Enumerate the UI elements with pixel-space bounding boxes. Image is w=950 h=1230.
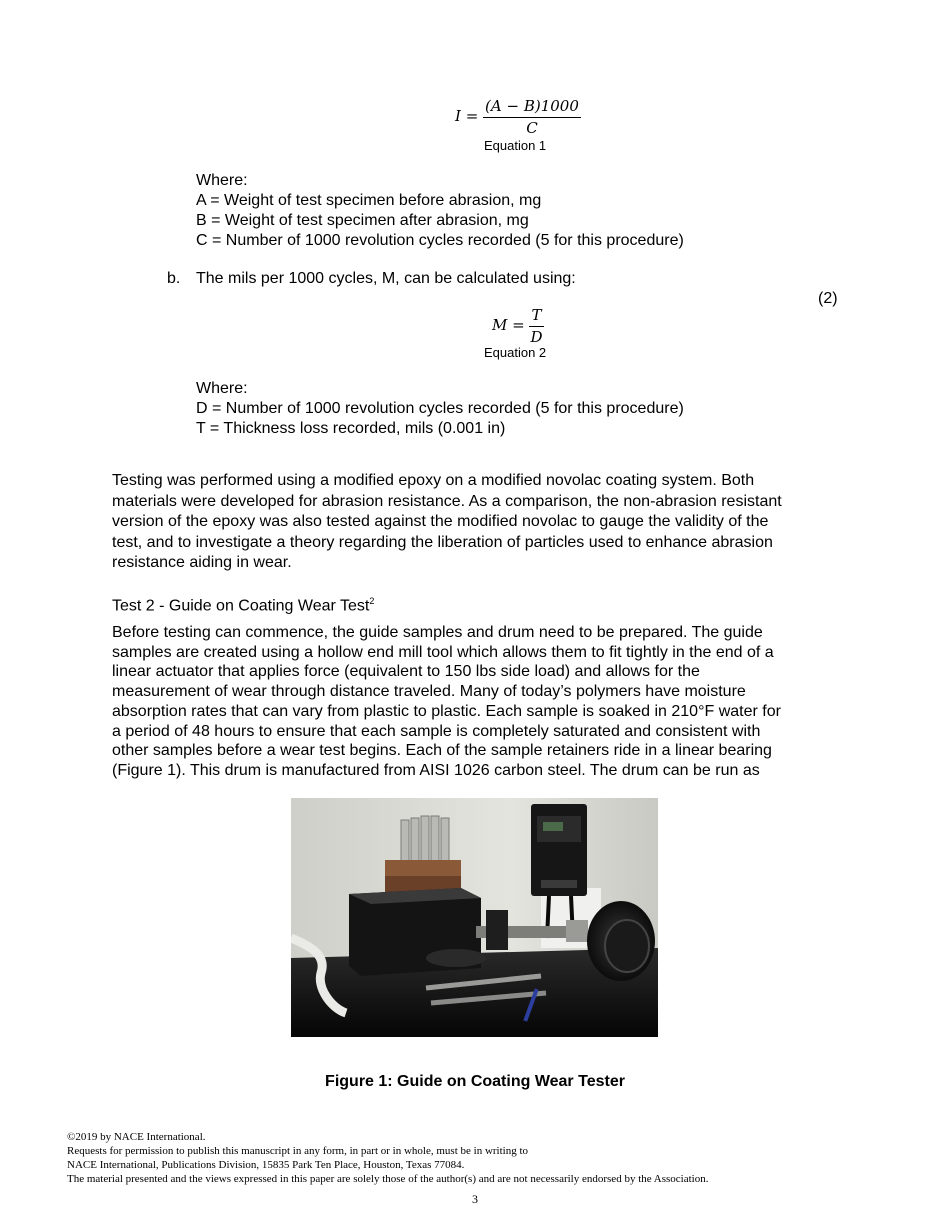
footer-line: NACE International, Publications Division, 15835 Park Ten Place, Houston, Texas 77084. xyxy=(67,1159,465,1171)
paragraph-line: a period of 48 hours to ensure that each sample is completely saturated and consistent with xyxy=(112,722,761,740)
paragraph-line: resistance aiding in wear. xyxy=(112,554,292,571)
paragraph-line: Before testing can commence, the guide samples and drum need to be prepared. The guide xyxy=(112,624,763,641)
equation-1-lhs: I = xyxy=(455,107,479,125)
copyright-footer xyxy=(67,1130,708,1186)
where-line: C = Number of 1000 revolution cycles recorded (5 for this procedure) xyxy=(196,232,684,249)
figure-1-photo xyxy=(291,798,658,1037)
footer-line: The material presented and the views expressed in this paper are solely those of the author(s) and are not necessarily endorsed by the Association. xyxy=(67,1173,709,1185)
paragraph-line: materials were developed for abrasion resistance. As a comparison, the non-abrasion resistant xyxy=(112,492,782,510)
paragraph-line: absorption rates that can vary from plastic to plastic. Each sample is soaked in 210°F water for xyxy=(112,702,781,720)
equation-2-caption: Equation 2 xyxy=(484,345,547,360)
paragraph-guide-samples xyxy=(112,623,842,781)
equation-2-lhs: M = xyxy=(492,316,525,334)
paragraph-line: linear actuator that applies force (equivalent to 150 lbs side load) and allows for the xyxy=(112,663,700,681)
paragraph-line: (Figure 1). This drum is manufactured from AISI 1026 carbon steel. The drum can be run as xyxy=(112,761,760,779)
page-number: 3 xyxy=(472,1192,478,1206)
figure-1-caption: Figure 1: Guide on Coating Wear Tester xyxy=(325,1073,625,1090)
where-heading: Where: xyxy=(196,380,248,397)
equation-1-numerator: (A − B)1000 xyxy=(483,97,581,118)
equation-2 xyxy=(492,306,544,346)
paragraph-line: version of the epoxy was also tested against the modified novolac to gauge the validity of the xyxy=(112,513,769,530)
equation-1 xyxy=(455,97,581,137)
where-block-2 xyxy=(196,379,684,439)
equation-2-numerator: T xyxy=(529,306,543,327)
paragraph-line: measurement of wear through distance traveled. Many of today’s polymers have moisture xyxy=(112,683,746,701)
paragraph-line: other samples before a wear test begins. Each of the sample retainers ride in a linear bearing xyxy=(112,742,772,760)
equation-2-denominator: D xyxy=(530,328,543,346)
footer-line: ©2019 by NACE International. xyxy=(67,1131,206,1143)
equation-1-fraction xyxy=(483,97,581,137)
equation-2-number: (2) xyxy=(818,290,838,307)
footer-line: Requests for permission to publish this manuscript in any form, in part or in whole, must be in writing to xyxy=(67,1145,529,1157)
footnote-reference: 2 xyxy=(369,596,375,606)
where-line: B = Weight of test specimen after abrasion, mg xyxy=(196,212,529,229)
paragraph-line: test, and to investigate a theory regarding the liberation of particles used to enhance abrasion xyxy=(112,533,773,551)
where-line: A = Weight of test specimen before abrasion, mg xyxy=(196,192,542,209)
section-heading-test-2 xyxy=(112,591,374,616)
wear-tester-illustration xyxy=(291,798,658,1037)
equation-1-denominator: C xyxy=(526,119,538,137)
section-heading-text: Test 2 - Guide on Coating Wear Test xyxy=(112,597,370,615)
where-line: T = Thickness loss recorded, mils (0.001 in) xyxy=(196,420,506,437)
equation-2-fraction xyxy=(529,306,543,346)
where-line: D = Number of 1000 revolution cycles recorded (5 for this procedure) xyxy=(196,400,684,417)
paragraph-line: samples are created using a hollow end mill tool which allows them to fit tightly in the end of a xyxy=(112,643,774,661)
equation-1-caption: Equation 1 xyxy=(484,138,547,153)
paragraph-line: Testing was performed using a modified epoxy on a modified novolac coating system. Both xyxy=(112,472,755,489)
where-block-1 xyxy=(196,171,684,251)
where-heading: Where: xyxy=(196,172,248,189)
list-marker-b: b. xyxy=(167,270,181,287)
paragraph-testing xyxy=(112,471,842,574)
list-item-b-text: The mils per 1000 cycles, M, can be calculated using: xyxy=(196,270,576,287)
